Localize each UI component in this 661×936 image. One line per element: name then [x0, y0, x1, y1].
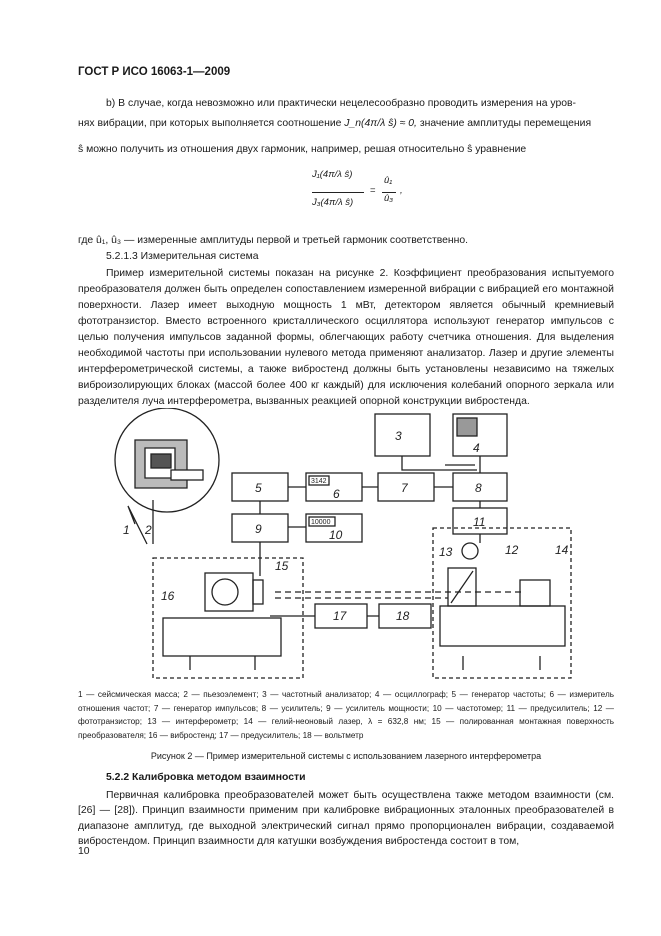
label-2: 2: [145, 523, 152, 537]
label-17: 17: [333, 609, 347, 623]
label-3: 3: [395, 429, 402, 443]
label-14: 14: [555, 543, 569, 557]
label-10: 10: [329, 528, 343, 542]
equation-rhs-numerator: û₁: [384, 175, 393, 186]
para-b-line3: ŝ можно получить из отношения двух гармоник, например, решая относительно ŝ уравнение: [78, 144, 527, 155]
label-9: 9: [255, 522, 262, 536]
display-10: 10000: [311, 519, 331, 526]
figure-title: Рисунок 2 — Пример измерительной системы с использованием лазерного интерферометра: [150, 751, 542, 761]
phototransistor-symbol: [462, 543, 478, 559]
para-b-line1: b) В случае, когда невозможно или практически нецелесообразно проводить измерения на уров-: [106, 98, 576, 109]
box-3: [375, 414, 430, 456]
page-number: 10: [78, 846, 90, 857]
para-b-line2-post: значение амплитуды перемещения: [419, 118, 592, 129]
equation-rhs-denominator: û₃: [384, 193, 394, 204]
subsection-title: 5.2.1.3 Измерительная система: [106, 251, 259, 262]
label-15: 15: [275, 559, 289, 573]
figure-caption: 1 — сейсмическая масса; 2 — пьезоэлемент; 3 — частотный анализатор; 4 — осциллограф; 5 — генератор частоты; 6 — измеритель отношения частот; 7 — генератор импульсов; 8 — усилитель; 9 — усилитель мощности; 10 — частотомер; 11 — предусилитель; 12 — фототранзистор; 13 — интерферометр; 14 — гелий-неоновый лазер, λ = 632,8 нм; 15 — полированная монтажная поверхность преобразователя; 16 — вибростенд; 17 — предусилитель; 18 — вольтметр: [78, 690, 614, 740]
section-5-2-2-title: 5.2.2 Калибровка методом взаимности: [106, 772, 306, 783]
paragraph-2: Первичная калибровка преобразователей может быть осуществлена также методом взаимности (см. [26] — [28]). Принцип взаимности применим при калибровке вибрационных эталонных преобразователей в диапазоне амплитуд, где выходной электрический сигнал прямо пропорционален вибрации, создаваемой вибростендом. Принцип взаимности для катушки возбуждения вибростенда состоит в том,: [78, 790, 614, 848]
bessel-ratio-equation: J₁(4π/λ ŝ) J₃(4π/λ ŝ) = û₁ û₃ ,: [312, 169, 403, 208]
label-1: 1: [123, 523, 130, 537]
label-8: 8: [475, 481, 482, 495]
label-6: 6: [333, 487, 340, 501]
interferometer-base: [440, 606, 565, 646]
label-16: 16: [161, 589, 175, 603]
equation-comma: ,: [400, 185, 403, 196]
label-11: 11: [473, 515, 486, 529]
main-paragraph: Пример измерительной системы показан на рисунке 2. Коэффициент преобразования испытуемого преобразователя должен быть определен сопоставлением измеренной вибрации с вибрацией его монтажной поверхности. Лазер имеет выходную мощность 1 мВт, детектором является обычный кремниевый фототранзистор. Вместо встроенного кристаллического осциллятора используют генератор импульсов с целью получения импульсов заданной формы, облегчающих работу счетчика отношения. Для выделения необходимой частоты при использовании нулевого метода применяют анализатор. Лазер и другие элементы интерферометрической системы, а также вибростенд должны быть установлены независимо на тяжелых виброизолирующих блоках (массой более 400 кг каждый) для исключения колебаний опорного зеркала или разделителя луча интерферометра, вызванных реакцией опорной конструкции вибростенда.: [78, 268, 614, 407]
label-5: 5: [255, 481, 262, 495]
label-7: 7: [401, 481, 408, 495]
para-b-line2: [78, 114, 614, 134]
measurement-system-figure: [95, 408, 605, 688]
bessel-condition-formula: J_n(4π/λ ŝ) ≈ 0,: [344, 118, 417, 129]
label-18: 18: [396, 609, 410, 623]
equation-fraction-bar: [312, 192, 364, 193]
label-12: 12: [505, 543, 519, 557]
label-4: 4: [473, 441, 480, 455]
equation-numerator: J₁(4π/λ ŝ): [312, 169, 353, 180]
label-13: 13: [439, 545, 453, 559]
document-header: ГОСТ Р ИСО 16063-1—2009: [78, 66, 231, 78]
para-b-line2-pre: нях вибрации, при которых выполняется соотношение: [78, 118, 342, 129]
display-6: 3142: [311, 478, 327, 485]
vibrator-base: [163, 618, 281, 656]
equation-denominator: J₃(4π/λ ŝ): [312, 197, 354, 208]
where-line: где û₁, û₃ — измеренные амплитуды первой и третьей гармоник соответственно.: [78, 235, 469, 246]
